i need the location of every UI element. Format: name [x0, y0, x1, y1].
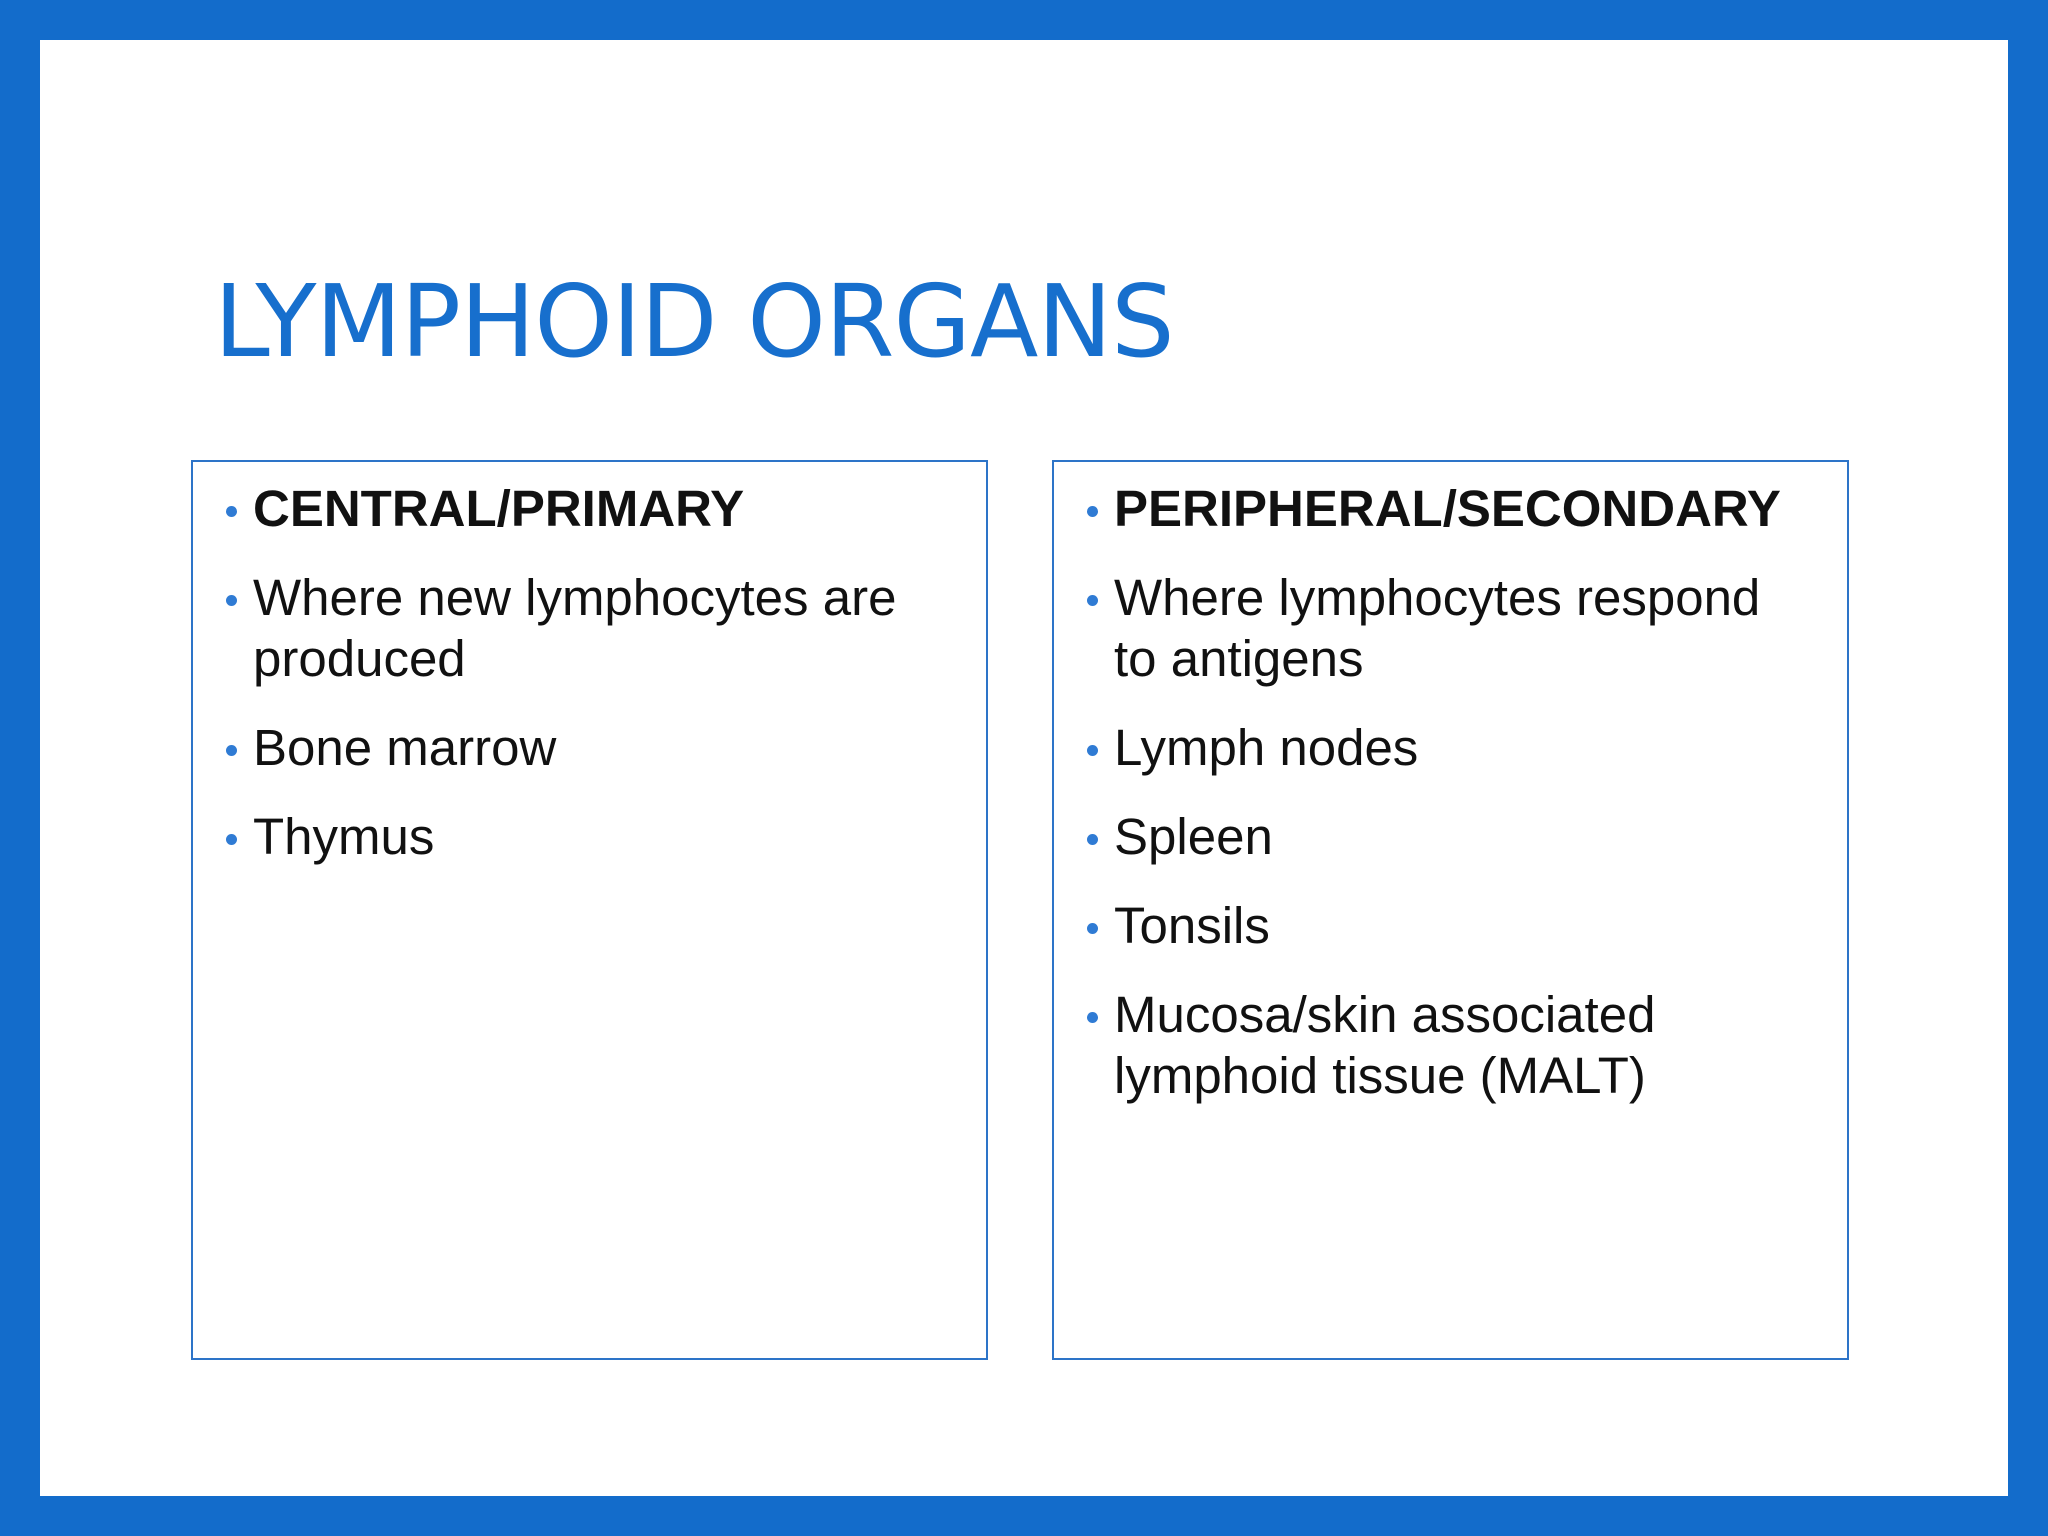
- left-item-text: Bone marrow: [253, 719, 557, 776]
- left-item-text: Thymus: [253, 808, 435, 865]
- right-item-text: Tonsils: [1114, 897, 1270, 954]
- bullet-icon: [1087, 1012, 1098, 1023]
- left-list-item: [223, 567, 946, 689]
- left-bullet-list: [193, 462, 986, 867]
- right-heading-text: PERIPHERAL/SECONDARY: [1114, 480, 1781, 537]
- left-panel: [191, 460, 988, 1360]
- slide-title: LYMPHOID ORGANS: [214, 263, 1174, 380]
- left-heading-item: [223, 478, 946, 539]
- bullet-icon: [226, 506, 237, 517]
- left-item-text: Where new lymphocytes are produced: [253, 569, 897, 687]
- right-list-item: [1084, 717, 1807, 778]
- left-list-item: [223, 717, 946, 778]
- left-list-item: [223, 806, 946, 867]
- bullet-icon: [226, 595, 237, 606]
- right-list-item: [1084, 806, 1807, 867]
- right-item-text: Mucosa/skin associated lymphoid tissue (MALT): [1114, 986, 1656, 1104]
- right-list-item: [1084, 895, 1807, 956]
- bullet-icon: [226, 834, 237, 845]
- right-item-text: Lymph nodes: [1114, 719, 1419, 776]
- bullet-icon: [1087, 834, 1098, 845]
- bullet-icon: [1087, 595, 1098, 606]
- bullet-icon: [1087, 745, 1098, 756]
- right-heading-item: [1084, 478, 1807, 539]
- slide: [40, 40, 2008, 1496]
- bullet-icon: [226, 745, 237, 756]
- right-list-item: [1084, 567, 1807, 689]
- left-heading-text: CENTRAL/PRIMARY: [253, 480, 745, 537]
- bullet-icon: [1087, 506, 1098, 517]
- right-item-text: Spleen: [1114, 808, 1273, 865]
- right-bullet-list: [1054, 462, 1847, 1106]
- right-panel: [1052, 460, 1849, 1360]
- bullet-icon: [1087, 923, 1098, 934]
- right-item-text: Where lymphocytes respond to antigens: [1114, 569, 1761, 687]
- right-list-item: [1084, 984, 1807, 1106]
